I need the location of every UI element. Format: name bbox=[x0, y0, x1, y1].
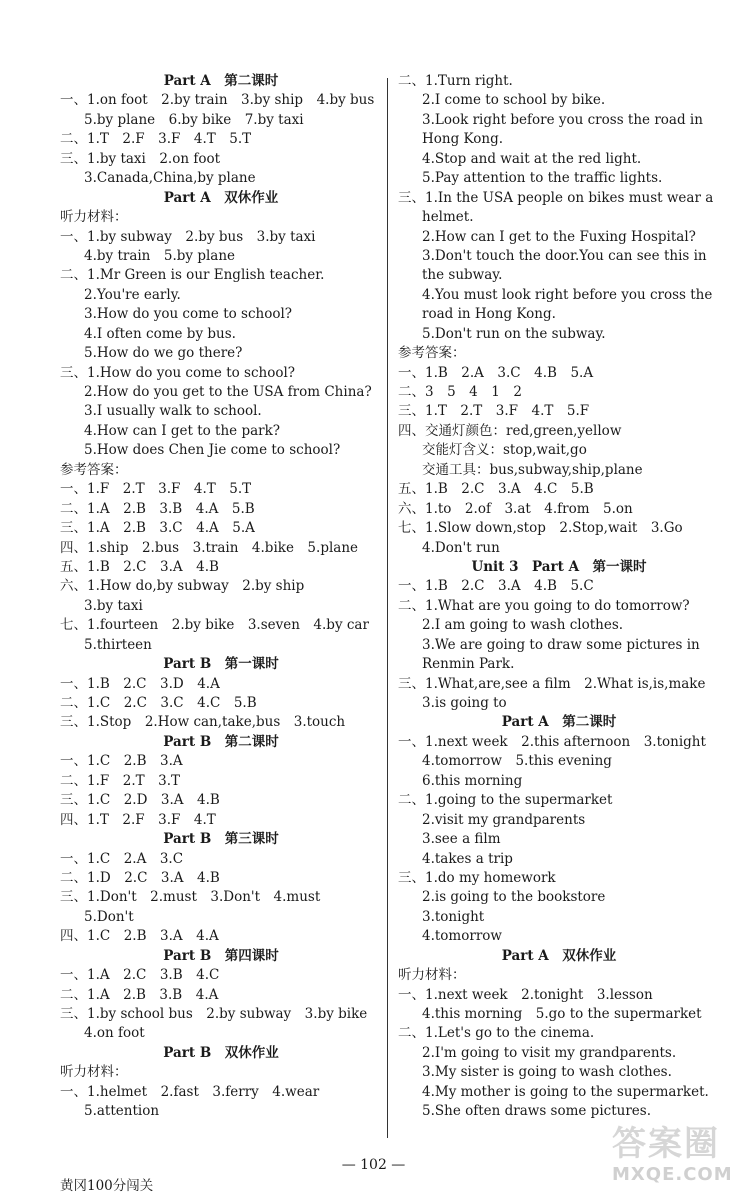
answer-line: 听力材料： bbox=[60, 1064, 128, 1081]
answer-line: 2.I'm going to visit my grandparents. bbox=[422, 1044, 677, 1061]
answer-line: 一、1.next week 2.tonight 3.lesson bbox=[398, 986, 653, 1003]
answer-line: 二、1.A 2.B 3.B 4.A bbox=[60, 986, 219, 1003]
section-heading: Part A 第二课时 bbox=[501, 714, 617, 731]
answer-line: Hong Kong. bbox=[422, 131, 504, 148]
answer-line: 三、1.by taxi 2.on foot bbox=[60, 150, 221, 167]
right-column bbox=[398, 72, 720, 1122]
answer-line: 4.tomorrow bbox=[422, 928, 502, 945]
section-heading: Part A 第二课时 bbox=[163, 73, 279, 89]
answer-line: 4.tomorrow 5.this evening bbox=[422, 753, 612, 770]
answer-line: 4.takes a trip bbox=[422, 850, 513, 867]
answer-line: 4.You must look right before you cross the bbox=[422, 286, 713, 303]
answer-line: road in Hong Kong. bbox=[422, 306, 556, 323]
answer-line: 听力材料： bbox=[398, 967, 466, 984]
answer-line: 4.How can I get to the park? bbox=[84, 422, 281, 439]
answer-line: 一、1.A 2.C 3.B 4.C bbox=[60, 967, 220, 984]
answer-line: 4.this morning 5.go to the supermarket bbox=[422, 1006, 702, 1022]
section-heading: Part A 双休作业 bbox=[163, 189, 279, 206]
answer-line: 听力材料： bbox=[60, 209, 128, 226]
watermark-logo bbox=[612, 1124, 732, 1194]
answer-line: 4.on foot bbox=[84, 1025, 145, 1042]
answer-line: 三、1.C 2.D 3.A 4.B bbox=[60, 792, 220, 809]
answer-line: 交通工具：bus,subway,ship,plane bbox=[422, 461, 643, 478]
answer-line: 2.How can I get to the Fuxing Hospital? bbox=[422, 228, 696, 245]
answer-line: 三、1.by school bus 2.by subway 3.by bike bbox=[60, 1006, 368, 1022]
answer-line: 3.We are going to draw some pictures in bbox=[422, 636, 700, 653]
book-title-footer: 黄冈100分闯关 bbox=[60, 1178, 154, 1194]
answer-line: 3.Canada,China,by plane bbox=[84, 170, 256, 187]
answer-line: 4.My mother is going to the supermarket. bbox=[422, 1083, 709, 1100]
answer-line: 一、1.B 2.C 3.A 4.B 5.C bbox=[398, 578, 594, 595]
answer-line: 4.Don't run bbox=[422, 539, 500, 556]
answer-line: 2.I come to school by bike. bbox=[422, 92, 606, 109]
answer-line: 3.My sister is going to wash clothes. bbox=[422, 1064, 672, 1081]
column-divider bbox=[387, 78, 388, 1138]
answer-line: 4.I often come by bus. bbox=[84, 325, 236, 342]
watermark-text-top: 答案圈 bbox=[612, 1124, 720, 1164]
section-heading: Part B 第三课时 bbox=[163, 831, 279, 848]
answer-line: 5.attention bbox=[84, 1103, 160, 1120]
answer-line: 四、1.T 2.F 3.F 4.T bbox=[60, 811, 216, 828]
answer-line: 二、1.What are you going to do tomorrow? bbox=[398, 597, 690, 614]
answer-line: 一、1.C 2.B 3.A bbox=[60, 753, 183, 770]
answer-line: 参考答案： bbox=[60, 461, 128, 478]
answer-line: 参考答案： bbox=[398, 345, 466, 362]
answer-line: 四、交通灯颜色：red,green,yellow bbox=[398, 422, 622, 439]
answer-line: 二、1.Mr Green is our English teacher. bbox=[60, 267, 325, 284]
answer-line: 一、1.by subway 2.by bus 3.by taxi bbox=[60, 228, 316, 245]
answer-line: 2.I am going to wash clothes. bbox=[422, 617, 624, 634]
answer-line: 一、1.F 2.T 3.F 4.T 5.T bbox=[60, 481, 252, 498]
answer-line: 七、1.fourteen 2.by bike 3.seven 4.by car bbox=[60, 617, 369, 634]
answer-line: 五、1.B 2.C 3.A 4.C 5.B bbox=[398, 481, 594, 498]
answer-line: 六、1.to 2.of 3.at 4.from 5.on bbox=[398, 500, 633, 517]
watermark-text-bottom: MXQE.COM bbox=[612, 1164, 733, 1185]
answer-line: 3.tonight bbox=[422, 908, 485, 925]
answer-line: 二、1.A 2.B 3.B 4.A 5.B bbox=[60, 500, 255, 517]
answer-line: 二、1.T 2.F 3.F 4.T 5.T bbox=[60, 131, 252, 148]
answer-line: 一、1.next week 2.this afternoon 3.tonight bbox=[398, 733, 706, 750]
answer-line: 2.You're early. bbox=[84, 286, 181, 303]
answer-line: 二、1.Turn right. bbox=[398, 73, 513, 89]
answer-line: 一、1.B 2.A 3.C 4.B 5.A bbox=[398, 364, 594, 381]
answer-line: 七、1.Slow down,stop 2.Stop,wait 3.Go bbox=[398, 520, 683, 537]
section-heading: Part B 第四课时 bbox=[163, 947, 279, 964]
answer-line: 一、1.B 2.C 3.D 4.A bbox=[60, 675, 220, 692]
answer-line: 二、1.D 2.C 3.A 4.B bbox=[60, 869, 220, 886]
answer-line: 5.How does Chen Jie come to school? bbox=[84, 442, 341, 459]
answer-line: 3.by taxi bbox=[84, 597, 143, 614]
answer-line: 三、1.A 2.B 3.C 4.A 5.A bbox=[60, 520, 255, 537]
answer-line: 三、1.T 2.T 3.F 4.T 5.F bbox=[398, 403, 590, 420]
section-heading: Unit 3 Part A 第一课时 bbox=[471, 558, 647, 575]
answer-line: 二、3 5 4 1 2 bbox=[398, 384, 522, 400]
answer-line: 二、1.C 2.C 3.C 4.C 5.B bbox=[60, 695, 257, 711]
answer-line: 一、1.helmet 2.fast 3.ferry 4.wear bbox=[60, 1083, 320, 1100]
section-heading: Part B 第一课时 bbox=[163, 656, 279, 673]
answer-line: 3.Look right before you cross the road in bbox=[422, 111, 703, 128]
answer-line: helmet. bbox=[422, 209, 474, 226]
answer-line: 三、1.What,are,see a film 2.What is,is,make bbox=[398, 675, 706, 692]
answer-line: 5.How do we go there? bbox=[84, 345, 243, 362]
answer-line: 5.by plane 6.by bike 7.by taxi bbox=[84, 111, 304, 128]
answer-line: the subway. bbox=[422, 267, 503, 284]
answer-line: 5.Pay attention to the traffic lights. bbox=[422, 170, 663, 187]
answer-line: 四、1.ship 2.bus 3.train 4.bike 5.plane bbox=[60, 539, 359, 556]
answer-line: 交能灯含义：stop,wait,go bbox=[422, 442, 587, 459]
page-number: — 102 — bbox=[341, 1157, 406, 1173]
answer-line: 三、1.Stop 2.How can,take,bus 3.touch bbox=[60, 714, 346, 731]
answer-line: 二、1.going to the supermarket bbox=[398, 792, 613, 809]
section-heading: Part B 第二课时 bbox=[163, 733, 279, 750]
answer-line: 5.Don't bbox=[84, 908, 134, 925]
answer-line: 二、1.F 2.T 3.T bbox=[60, 772, 181, 789]
section-heading: Part A 双休作业 bbox=[501, 947, 617, 964]
answer-line: 四、1.C 2.B 3.A 4.A bbox=[60, 928, 219, 945]
answer-line: 2.visit my grandparents bbox=[422, 811, 586, 828]
answer-line: Renmin Park. bbox=[422, 656, 515, 673]
answer-line: 三、1.In the USA people on bikes must wear a bbox=[398, 189, 714, 206]
answer-line: 二、1.Let's go to the cinema. bbox=[398, 1025, 595, 1042]
answer-line: 3.see a film bbox=[422, 831, 501, 848]
answer-line: 4.by train 5.by plane bbox=[84, 247, 236, 264]
answer-line: 3.Don't touch the door.You can see this in bbox=[422, 247, 707, 264]
section-heading: Part B 双休作业 bbox=[163, 1044, 279, 1061]
answer-line: 3.I usually walk to school. bbox=[84, 403, 262, 420]
answer-line: 6.this morning bbox=[422, 772, 523, 789]
left-column bbox=[60, 72, 382, 1122]
answer-line: 六、1.How do,by subway 2.by ship bbox=[60, 578, 305, 595]
answer-line: 4.Stop and wait at the red light. bbox=[422, 150, 642, 167]
answer-line: 一、1.on foot 2.by train 3.by ship 4.by bus bbox=[60, 92, 375, 109]
answer-line: 2.How do you get to the USA from China? bbox=[84, 384, 372, 400]
answer-line: 5.She often draws some pictures. bbox=[422, 1103, 651, 1120]
answer-line: 5.Don't run on the subway. bbox=[422, 325, 606, 342]
answer-line: 2.is going to the bookstore bbox=[422, 889, 606, 906]
answer-line: 3.How do you come to school? bbox=[84, 306, 293, 323]
answer-line: 一、1.C 2.A 3.C bbox=[60, 850, 184, 867]
answer-line: 三、1.do my homework bbox=[398, 869, 556, 886]
answer-line: 3.is going to bbox=[422, 695, 507, 711]
answer-line: 5.thirteen bbox=[84, 636, 152, 653]
answer-line: 三、1.How do you come to school? bbox=[60, 364, 296, 381]
answer-line: 三、1.Don't 2.must 3.Don't 4.must bbox=[60, 889, 321, 906]
answer-line: 五、1.B 2.C 3.A 4.B bbox=[60, 558, 219, 575]
